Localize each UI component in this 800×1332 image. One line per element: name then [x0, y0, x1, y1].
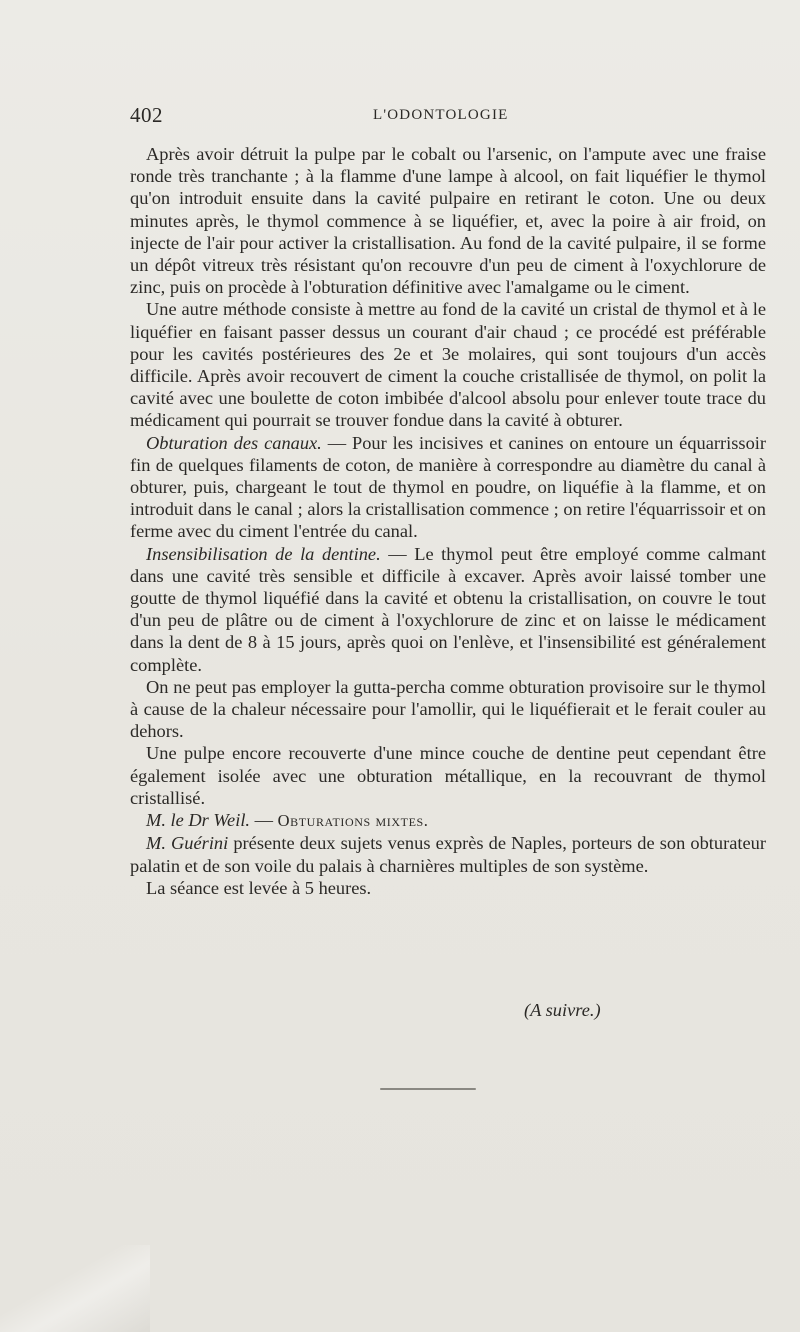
running-title: L'ODONTOLOGIE	[373, 107, 509, 123]
speaker-guerini: M. Guérini	[146, 833, 229, 854]
paragraph-guerini	[130, 832, 766, 876]
page-fold-shadow	[0, 1245, 150, 1332]
paragraph-thymol-pulp: Après avoir détruit la pulpe par le cobalt ou l'arsenic, on l'ampute avec une fraise ronde très tranchante ; à la flamme d'une lampe à alcool, on fait liquéfier le thymol qu'on introduit ensuite dans la cavité pulpaire en retirant le coton. Une ou deux minutes après, le thymol commence à se liquéfier, et, avec la poire à air froid, on injecte de l'air pour activer la cristallisation. Au fond de la cavité pulpaire, il se forme un dépôt vitreux très résistant qu'on recouvre d'un peu de ciment à l'oxychlorure de zinc, puis on procède à l'obturation définitive avec l'amalgame ou le ciment.	[130, 144, 766, 298]
paragraph-guerini-text: présente deux sujets venus exprès de Naples, porteurs de son obturateur palatin et de son voile du palais à charnières multiples de son système.	[130, 833, 766, 876]
page-header	[130, 103, 766, 133]
speaker-weil: M. le Dr Weil.	[146, 810, 251, 831]
section-heading-canals: Obturation des canaux.	[146, 432, 322, 453]
separator-dash: —	[250, 810, 278, 831]
paragraph-other-method: Une autre méthode consiste à mettre au fond de la cavité un cristal de thymol et à le liquéfier en faisant passer dessus un courant d'air chaud ; ce procédé est préférable pour les cavités postérieures des 2e et 3e molaires, qui sont toujours d'un accès difficile. Après avoir recouvert de ciment la couche cristallisée de thymol, on polit la cavité avec une boulette de coton imbibée d'alcool absolu pour enlever toute trace du médicament qui pourrait se trouver fondue dans la cavité à obturer.	[130, 299, 766, 431]
section-title-mixed-obturations: Obturations mixtes.	[277, 811, 429, 831]
closing-rule	[380, 1088, 476, 1090]
body-text	[130, 143, 766, 899]
paragraph-weil	[130, 809, 766, 832]
paragraph-session-closed: La séance est levée à 5 heures.	[146, 877, 372, 898]
paragraph-canal-obturation	[130, 432, 766, 543]
to-be-continued-note: (A suivre.)	[524, 1000, 601, 1020]
paragraph-gutta-percha: On ne peut pas employer la gutta-percha comme obturation provisoire sur le thymol à cause de la chaleur nécessaire pour l'amollir, qui le liquéfierait et le ferait couler au dehors.	[130, 676, 766, 742]
paragraph-pulp-isolation: Une pulpe encore recouverte d'une mince couche de dentine peut cependant être également isolée avec une obturation métallique, en la recouvrant de thymol cristallisé.	[130, 743, 766, 808]
paragraph-dentine-text: — Le thymol peut être employé comme calmant dans une cavité très sensible et difficile à excaver. Après avoir laissé tomber une goutte de thymol liquéfié dans la cavité et obtenu la cristallisation, on couvre le tout d'un peu de plâtre ou de ciment à l'oxychlorure de zinc et on laisse le médicament dans la dent de 8 à 15 jours, après quoi on l'enlève, et l'insensibilité est généralement complète.	[130, 543, 766, 675]
page-number: 402	[130, 103, 163, 127]
paragraph-dentine	[130, 543, 766, 676]
paragraph-canal-text: — Pour les incisives et canines on entoure un équarrissoir fin de quelques filaments de coton, de manière à correspondre au diamètre du canal à obturer, puis, chargeant le tout de thymol en poudre, on liquéfie à la flamme, et on introduit dans le canal ; alors la cristallisation commence ; on retire l'équarrissoir et on ferme avec du ciment l'entrée du canal.	[130, 432, 766, 542]
section-heading-dentine: Insensibilisation de la dentine.	[146, 543, 381, 564]
